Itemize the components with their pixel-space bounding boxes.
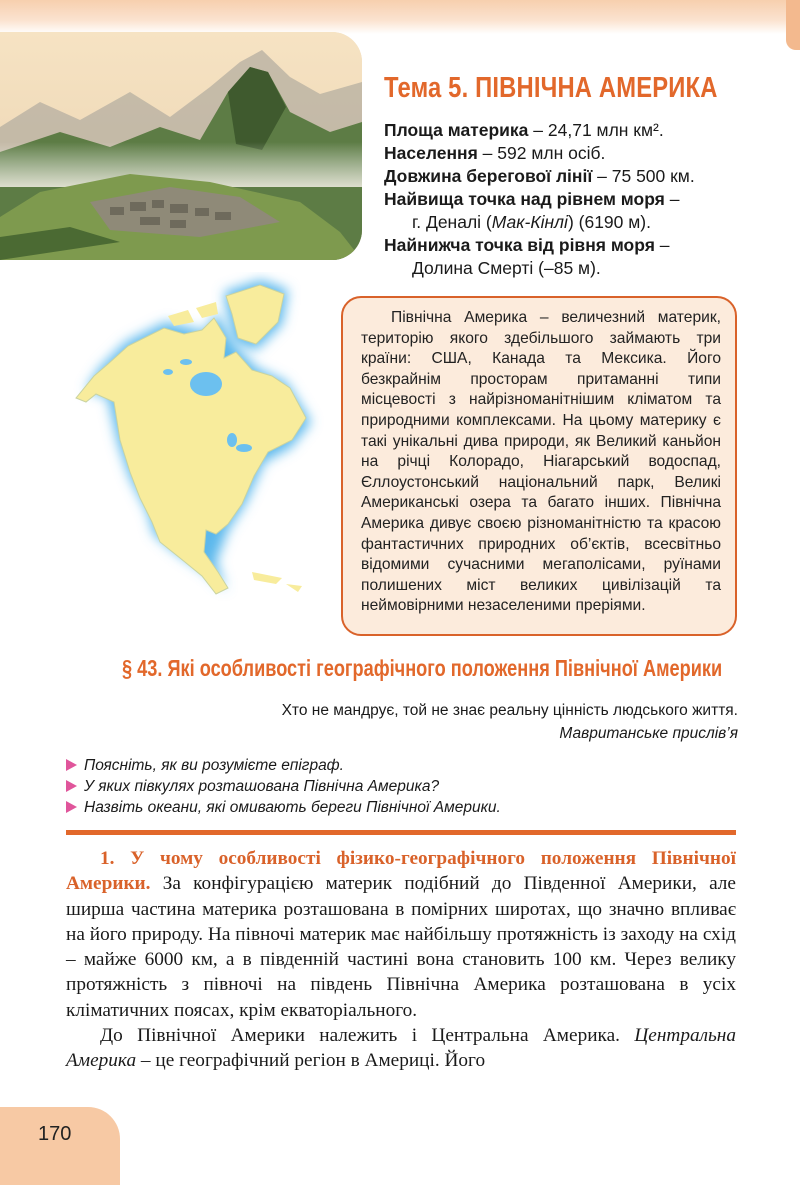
fact-coastline bbox=[384, 165, 784, 188]
fact-value-alt: Мак-Кінлі bbox=[491, 212, 568, 232]
fact-area bbox=[384, 119, 784, 142]
intro-info-box bbox=[341, 296, 737, 636]
intro-text: Північна Америка – величезний материк, територію якого здебільшого займають три країни: США, Канада та Мексика. Його безкрайнім просторам притаманні типи місцевості з найрізноманітнішим кліматом та природними комплексами. На цьому материку є такі унікальні дива природи, як Великий каньйон на річці Колорадо, Ніагарський водоспад, Єллоустонський національний парк, Великі Американські озера та багато інших. Північна Америка дивує своєю різноманітністю та красою фантастичних природних об’єктів, всесвітньо відомими сучасними мегаполісами, руїнами полишених міст великих цивілізацій та неймовірними незаселеними преріями. bbox=[361, 309, 721, 615]
fact-lowest-value bbox=[384, 257, 784, 280]
fact-value: – 75 500 км. bbox=[592, 166, 695, 186]
paragraph-1 bbox=[66, 846, 736, 1023]
question-item bbox=[66, 776, 501, 797]
question-text: У яких півкулях розташована Північна Америка? bbox=[84, 778, 440, 795]
fact-highest-value bbox=[384, 211, 784, 234]
epigraph-quote: Хто не мандрує, той не знає реальну цінність людського життя. bbox=[281, 702, 738, 719]
fact-label: Площа материка bbox=[384, 120, 529, 140]
paragraph-text: До Північної Америки належить і Центральна Америка. bbox=[100, 1025, 635, 1047]
north-america-map bbox=[56, 272, 336, 622]
fact-dash: – bbox=[664, 189, 680, 209]
section-title: § 43. Які особливості географічного положення Північної Америки bbox=[122, 655, 723, 681]
fact-lowest bbox=[384, 234, 784, 257]
page-number-tab bbox=[0, 1107, 120, 1185]
question-item bbox=[66, 797, 501, 818]
fact-value: ) (6190 м). bbox=[567, 212, 651, 232]
page-title: Тема 5. ПІВНІЧНА АМЕРИКА bbox=[384, 72, 718, 104]
fact-label: Довжина берегової лінії bbox=[384, 166, 593, 186]
question-text: Назвіть океани, які омивають береги Північної Америки. bbox=[84, 799, 501, 816]
question-text: Поясніть, як ви розумієте епіграф. bbox=[84, 757, 344, 774]
page-number: 170 bbox=[38, 1123, 72, 1145]
epigraph bbox=[282, 699, 738, 745]
fact-value: – 592 млн осіб. bbox=[477, 143, 606, 163]
fact-value: – 24,71 млн км². bbox=[528, 120, 664, 140]
corner-tab bbox=[786, 0, 800, 50]
paragraph-text: За конфігурацією материк подібний до Південної Америки, але ширша частина материка розташована в помірних широтах, що значно впливає на його природу. На півночі материк має найбільшу протяжність із заходу на схід – майже 6000 км, а в південній частині вона становить 100 км. Через велику протяжність з півночі на південь Північна Америка розташована в усіх кліматичних поясах, крім екваторіального. bbox=[66, 873, 736, 1021]
question-item bbox=[66, 755, 501, 776]
fact-dash: – bbox=[654, 235, 670, 255]
fact-label: Населення bbox=[384, 143, 478, 163]
section-divider bbox=[66, 830, 736, 835]
body-text bbox=[66, 846, 736, 1074]
fact-label: Найвища точка над рівнем моря bbox=[384, 189, 665, 209]
top-decor-band bbox=[0, 0, 800, 34]
fact-value: г. Деналі ( bbox=[412, 212, 492, 232]
fact-value: Долина Смерті (–85 м). bbox=[412, 258, 601, 278]
triangle-bullet-icon bbox=[66, 780, 77, 792]
paragraph-lead: 1. У чому особливості фізико-географічного положення Північної Америки. bbox=[66, 848, 736, 895]
triangle-bullet-icon bbox=[66, 801, 77, 813]
fact-population bbox=[384, 142, 784, 165]
term: Центральна Америка bbox=[66, 1025, 736, 1072]
triangle-bullet-icon bbox=[66, 759, 77, 771]
fact-label: Найнижча точка від рівня моря bbox=[384, 235, 655, 255]
paragraph-text: – це географічний регіон в Америці. Його bbox=[136, 1050, 486, 1072]
questions-list bbox=[66, 755, 501, 818]
epigraph-source: Мавританське прислів’я bbox=[559, 725, 738, 742]
continent-facts bbox=[384, 119, 784, 280]
machu-picchu-photo bbox=[0, 32, 362, 260]
paragraph-2 bbox=[66, 1023, 736, 1074]
fact-highest bbox=[384, 188, 784, 211]
